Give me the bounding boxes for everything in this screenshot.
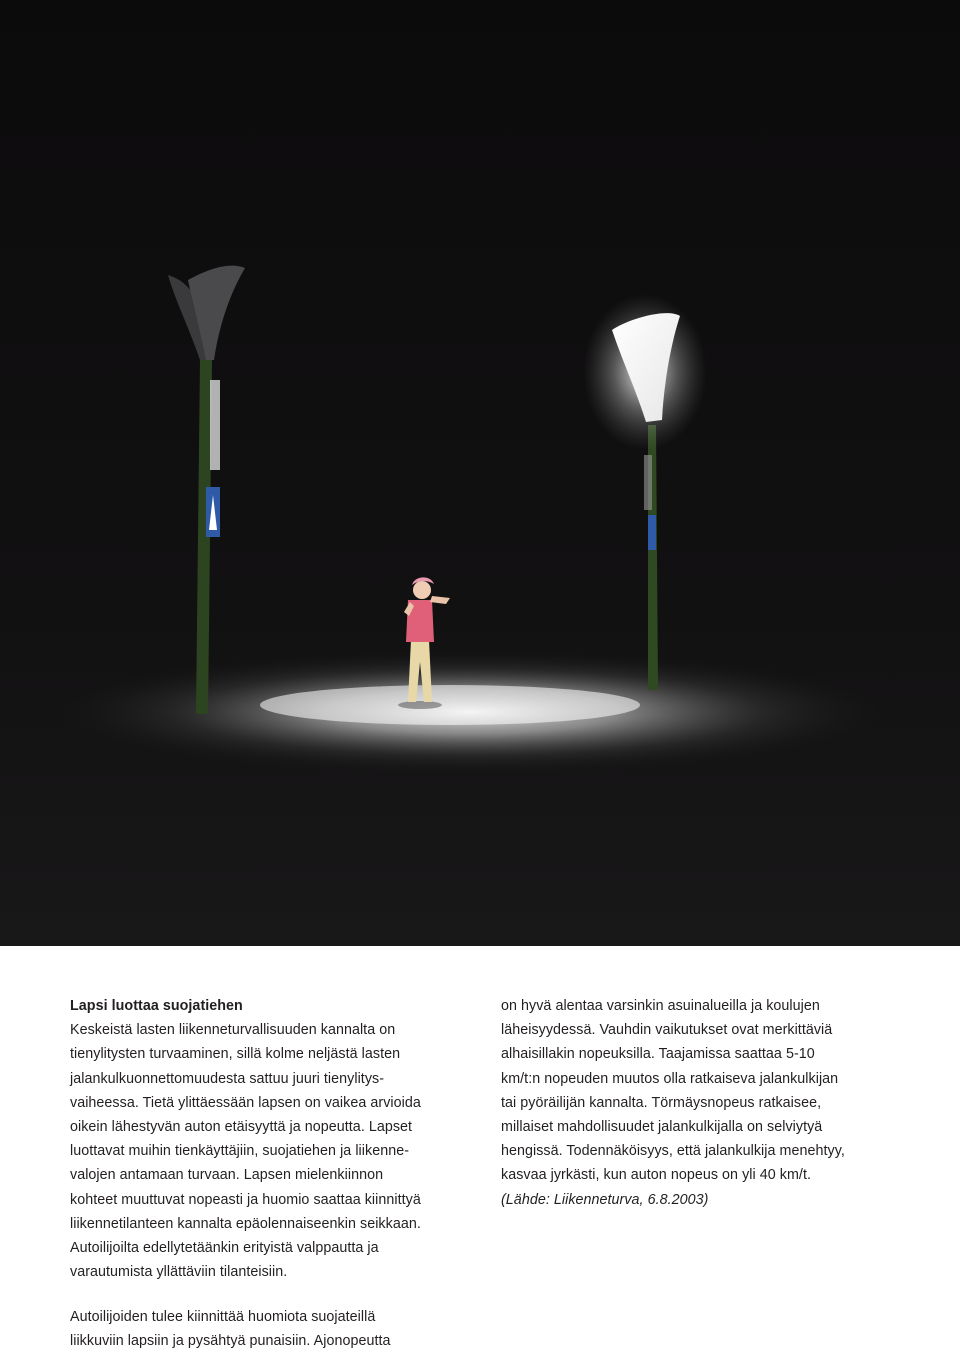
source-citation: (Lähde: Liikenneturva, 6.8.2003) — [501, 1191, 709, 1208]
text-line: vaiheessa. Tietä ylittäessään lapsen on vaikea arvioida — [70, 1094, 421, 1111]
light-pool-core — [260, 685, 640, 725]
text-line: millaiset mahdollisuudet jalankulkijalla on selviytyä — [501, 1119, 823, 1136]
text-line: tai pyöräilijän kannalta. Törmäysnopeus ratkaisee, — [501, 1094, 822, 1111]
article-heading: Lapsi luottaa suojatiehen — [70, 998, 243, 1014]
text-line: liikennetilanteen kannalta epäolennaiseenkin seikkaan. — [70, 1215, 421, 1232]
bottom-caption — [70, 1305, 470, 1353]
text-line: alhaisillakin nopeuksilla. Taajamissa saattaa 5-10 — [501, 1046, 815, 1063]
text-line: oikein lähestyvän auton etäisyyttä ja nopeutta. Lapset — [70, 1119, 413, 1136]
text-line: Keskeistä lasten liikenneturvallisuuden kannalta on — [70, 1022, 396, 1039]
text-line: kohteet muuttuvat nopeasti ja huomio saattaa kiinnittyä — [70, 1191, 421, 1208]
caption-line: Autoilijoiden tulee kiinnittää huomiota suojateillä — [70, 1309, 376, 1325]
text-line: jalankulkuonnettomuudesta sattuu juuri tienylitys- — [70, 1070, 385, 1087]
left-text-column — [70, 994, 470, 1284]
text-line: km/t:n nopeuden muutos olla ratkaiseva jalankulkijan — [501, 1070, 839, 1087]
text-line: varautumista yllättäviin tilanteisiin. — [70, 1264, 288, 1281]
text-line: läheisyydessä. Vauhdin vaikutukset ovat merkittäviä — [501, 1022, 833, 1039]
text-line: luottavat muihin tienkäyttäjiin, suojatiehen ja liikenne- — [70, 1143, 410, 1160]
right-text-column — [501, 994, 891, 1212]
text-line: hengissä. Todennäköisyys, että jalankulkija menehtyy, — [501, 1143, 845, 1160]
text-line: on hyvä alentaa varsinkin asuinalueilla ja koulujen — [501, 998, 820, 1014]
caption-line: liikkuviin lapsiin ja pysähtyä punaisiin. Ajonopeutta — [70, 1333, 391, 1350]
text-line: kasvaa jyrkästi, kun auton nopeus on yli 40 km/t. — [501, 1167, 811, 1184]
text-line: valojen antamaan turvaan. Lapsen mielenkiinnon — [70, 1167, 384, 1184]
text-line: tienylitysten turvaaminen, sillä kolme neljästä lasten — [70, 1046, 401, 1063]
text-line: Autoilijoilta edellytetäänkin erityistä valppautta ja — [70, 1240, 379, 1257]
